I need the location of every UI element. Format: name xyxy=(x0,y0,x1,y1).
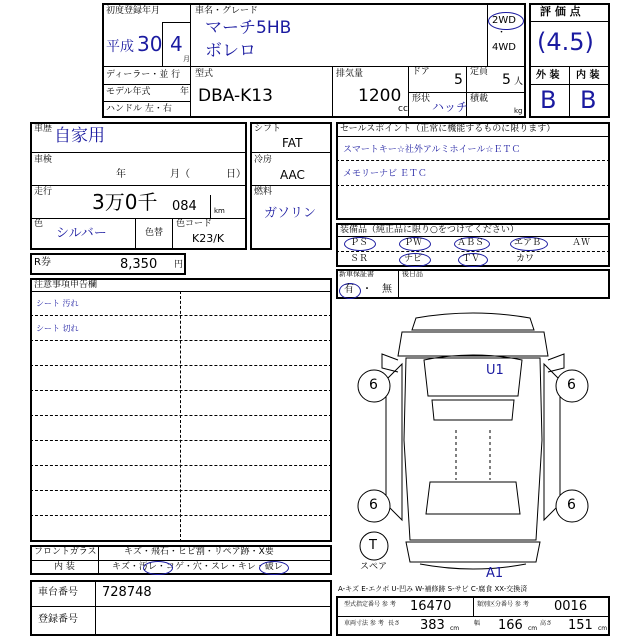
inspection-year: 年 xyxy=(116,169,126,180)
damage-a1: A1 xyxy=(486,566,504,581)
length-value: 383 xyxy=(420,618,445,633)
displacement-label: 排気量 xyxy=(336,69,364,79)
warranty-dot: ・ xyxy=(362,284,372,295)
door-value: 5 xyxy=(454,72,463,88)
car-name: マーチ5HB xyxy=(205,18,292,38)
recycle-value: 8,350 xyxy=(120,257,158,272)
width-unit: cm xyxy=(528,625,538,632)
dealer-label: ディーラー・並 行 xyxy=(106,70,181,80)
ac-value: AAC xyxy=(280,168,305,182)
height-value: 151 xyxy=(568,618,593,633)
recycle-label: R券 xyxy=(34,257,51,268)
interior-label-row: 内 装 xyxy=(54,562,75,572)
interior-dirt-circle xyxy=(143,561,173,575)
later-items-label: 後日品 xyxy=(402,270,423,278)
inspection-month: 月（ xyxy=(170,169,190,180)
sales-label: セールスポイント（正常に機能するものに限ります） xyxy=(340,124,556,134)
color-change-label: 色替 xyxy=(145,228,164,238)
class-ref-value: 0016 xyxy=(554,599,588,614)
type-ref-value: 16470 xyxy=(410,599,452,614)
displacement-value: 1200 xyxy=(358,86,402,106)
evaluation-score: (4.5) xyxy=(537,28,594,56)
color-code-value: K23/K xyxy=(192,232,225,245)
sales-line-2: メモリーナビ ＥＴＣ xyxy=(343,169,427,179)
drive-4wd: 4WD xyxy=(492,42,516,53)
equip-ps: ＰＳ xyxy=(350,238,369,248)
recycle-box xyxy=(30,253,186,275)
interior-cut-circle xyxy=(259,561,289,575)
color-value: シルバー xyxy=(56,226,107,241)
damage-legend: A-キズ E-エクボ U-凹み W-補修跡 S-サビ C-腐食 XX-交換済 xyxy=(338,585,528,593)
fuel-value: ガソリン xyxy=(264,206,317,221)
reg-date-label: 初度登録年月 xyxy=(106,6,161,16)
tire-rear-left: 6 xyxy=(369,497,378,513)
model-year-label: モデル年式 xyxy=(106,87,151,97)
drive-dot: ・ xyxy=(497,28,507,38)
type-ref-label: 型式指定番号 参 考 xyxy=(344,601,396,608)
equip-tv: ＴＶ xyxy=(462,254,481,264)
door-label: ドア xyxy=(412,67,430,77)
shape-label: 形状 xyxy=(412,94,431,104)
equip-airbag: エアＢ xyxy=(514,238,542,248)
equip-aw: ＡＷ xyxy=(572,238,591,248)
reg-year: 30 xyxy=(137,32,163,56)
exterior-grade: B xyxy=(540,86,557,114)
warranty-yes: 有 xyxy=(344,284,354,295)
width-label: 幅 xyxy=(474,620,481,627)
chassis-label: 車台番号 xyxy=(38,587,78,598)
capacity-value: 5 xyxy=(502,72,511,88)
warranty-no: 無 xyxy=(382,284,392,295)
car-grade: ボレロ xyxy=(205,41,256,61)
cc-unit: cc xyxy=(398,104,408,114)
dimensions-label: 車両寸法 参 考 xyxy=(344,620,384,627)
equip-abs: ＡＢＳ xyxy=(457,238,485,248)
reg-era: 平成 xyxy=(106,39,134,55)
load-label: 積載 xyxy=(470,94,489,104)
height-label: 高さ xyxy=(540,620,553,627)
shift-value: FAT xyxy=(282,136,303,150)
warranty-box xyxy=(336,269,610,299)
interior-label: 内 装 xyxy=(576,70,600,81)
height-unit: cm xyxy=(598,625,608,632)
mileage-label: 走行 xyxy=(34,187,53,197)
reg-month: 4 xyxy=(170,32,183,56)
use-label: 車歴 xyxy=(34,124,53,134)
inspection-day: 日） xyxy=(226,169,246,180)
sales-line-1: スマートキー☆社外アルミホイール☆ＥＴＣ xyxy=(343,145,521,155)
registration-label: 登録番号 xyxy=(38,614,78,625)
front-glass-text: キズ・飛石・ヒビ割・リペア跡・X要 xyxy=(124,547,274,557)
equip-pw: ＰＷ xyxy=(404,238,423,248)
handle-label: ハンドル 左・右 xyxy=(106,104,172,114)
use-value: 自家用 xyxy=(54,126,105,146)
equip-sr: ＳＲ xyxy=(350,254,369,264)
fuel-label: 燃料 xyxy=(254,187,273,197)
equip-leather: カワ xyxy=(516,254,535,264)
class-ref-label: 類別区分番号 参 考 xyxy=(477,601,529,608)
tire-rear-right: 6 xyxy=(567,497,576,513)
ac-label: 冷房 xyxy=(254,155,273,165)
evaluation-label: 評 価 点 xyxy=(540,5,581,18)
color-code-label: 色コード xyxy=(176,219,213,229)
spare-label: スペア xyxy=(360,562,388,572)
notes-box xyxy=(30,278,332,542)
damage-u1: U1 xyxy=(486,363,504,378)
width-value: 166 xyxy=(498,618,523,633)
warranty-label: 新車保証書 xyxy=(339,270,374,278)
car-damage-diagram xyxy=(336,300,610,584)
drive-2wd: 2WD xyxy=(492,15,516,26)
notes-line-1: シート 汚れ xyxy=(36,299,79,308)
type-value: DBA-K13 xyxy=(198,86,273,106)
kg-unit: kg xyxy=(514,107,523,115)
spare-tire-t: T xyxy=(369,538,377,553)
length-label: 長さ xyxy=(388,620,401,627)
type-label: 型式 xyxy=(195,69,214,79)
recycle-unit: 円 xyxy=(174,260,184,270)
capacity-unit: 人 xyxy=(514,77,524,87)
mileage-main: 3万0千 xyxy=(92,190,158,214)
reg-month-unit: 月 xyxy=(183,55,190,63)
mileage-sub: 084 xyxy=(172,199,197,214)
tire-front-left: 6 xyxy=(369,377,378,393)
shape-value: ハッチ xyxy=(432,100,469,114)
notes-label: 注意事項申告欄 xyxy=(34,280,98,290)
notes-line-2: シート 切れ xyxy=(36,324,79,333)
interior-damage-text: キズ・汚レ・コゲ・穴・スレ・キレ・破レ xyxy=(112,562,283,572)
chassis-number: 728748 xyxy=(102,585,152,600)
km-unit: km xyxy=(214,207,225,215)
interior-grade: B xyxy=(580,86,597,114)
exterior-label: 外 装 xyxy=(536,70,560,81)
color-label: 色 xyxy=(34,219,44,229)
capacity-label: 定員 xyxy=(470,67,489,77)
length-unit: cm xyxy=(450,625,460,632)
tire-front-right: 6 xyxy=(567,377,576,393)
model-year-unit: 年 xyxy=(180,87,190,97)
equipment-label: 装備品（純正品に限り○をつけてください） xyxy=(340,225,519,235)
shift-label: シフト xyxy=(254,124,282,134)
inspection-label: 車検 xyxy=(34,155,53,165)
front-glass-label: フロントガラス xyxy=(34,547,97,557)
car-name-label: 車名・グレード xyxy=(195,6,259,16)
equip-navi: ナビ xyxy=(404,254,423,264)
